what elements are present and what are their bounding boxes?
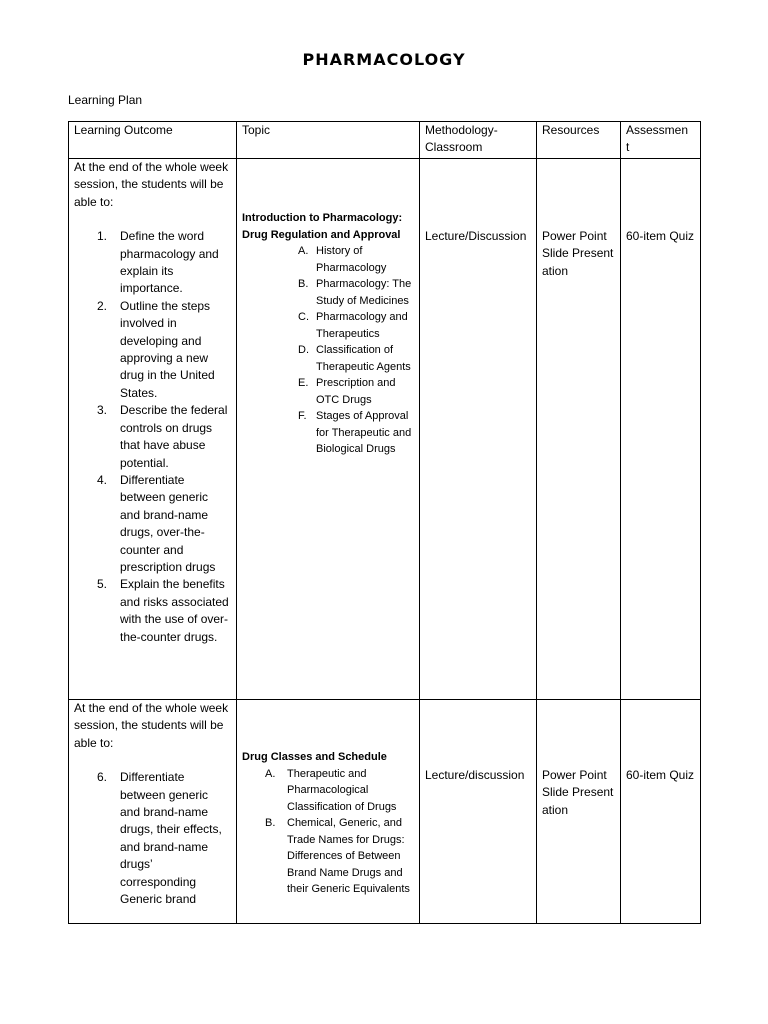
list-item — [265, 815, 414, 898]
topic-letter: F. — [298, 410, 307, 422]
table-row — [69, 159, 701, 700]
list-item — [265, 766, 414, 816]
assessment-text: 60-item Quiz — [626, 768, 695, 782]
topic-list — [242, 766, 414, 898]
topic-text: Stages of Approval for Therapeutic and Biological Drugs — [316, 410, 412, 455]
document-title: PHARMACOLOGY — [302, 50, 466, 69]
outcome-list — [74, 228, 231, 646]
list-item — [74, 576, 231, 646]
outcome-list — [74, 769, 231, 908]
header-assessment — [621, 122, 701, 159]
topic-text: Pharmacology: The Study of Medicines — [316, 278, 412, 307]
outcome-number: 1. — [97, 229, 108, 244]
outcome-number: 6. — [97, 770, 108, 785]
methodology-text: Lecture/Discussion — [425, 229, 527, 243]
header-resources: Resources — [537, 122, 621, 159]
topic-letter: A. — [298, 245, 309, 257]
list-item — [298, 408, 414, 458]
resources-cell — [537, 700, 621, 924]
topic-text: Pharmacology and Therapeutics — [316, 311, 408, 340]
learning-outcome-cell — [69, 159, 237, 700]
list-item — [74, 472, 231, 576]
list-item — [298, 309, 414, 342]
list-item — [74, 769, 231, 908]
header-methodology-label: Methodology- Classroom — [425, 123, 498, 155]
header-methodology — [420, 122, 537, 159]
header-topic: Topic — [237, 122, 420, 159]
topic-title: Drug Classes and Schedule — [242, 751, 387, 763]
outcome-number: 5. — [97, 577, 108, 592]
outcome-text: Describe the federal controls on drugs that have abuse potential. — [120, 403, 228, 470]
outcome-text: Differentiate between generic and brand-name drugs, over-the-counter and prescription drugs — [120, 472, 216, 574]
resources-cell — [537, 159, 621, 700]
topic-letter: C. — [298, 311, 309, 323]
outcome-text: Differentiate between generic and brand-name drugs, their effects, and brand-name drugs’ corresponding Generic brand — [120, 770, 222, 907]
topic-text: History of Pharmacology — [316, 245, 387, 274]
list-item — [298, 243, 414, 276]
methodology-cell — [420, 159, 537, 700]
methodology-cell — [420, 700, 537, 924]
list-item — [74, 228, 231, 298]
methodology-text: Lecture/discussion — [425, 768, 525, 782]
outcome-number: 2. — [97, 298, 108, 313]
list-item — [298, 375, 414, 408]
outcome-text: Define the word pharmacology and explain its importance. — [120, 229, 219, 296]
topic-letter: D. — [298, 344, 309, 356]
assessment-text: 60-item Quiz — [626, 229, 695, 243]
topic-cell — [237, 159, 420, 700]
table-header-row — [69, 122, 701, 159]
topic-cell — [237, 700, 420, 924]
list-item — [298, 276, 414, 309]
list-item — [74, 402, 231, 472]
outcome-text: Explain the benefits and risks associated with the use of over-the-counter drugs. — [120, 577, 229, 644]
assessment-cell — [621, 700, 701, 924]
list-item — [74, 298, 231, 402]
resources-text: Power Point Slide Presentation — [542, 768, 614, 817]
learning-outcome-cell — [69, 700, 237, 924]
outcome-number: 4. — [97, 472, 108, 487]
topic-text: Chemical, Generic, and Trade Names for Drugs: Differences of Between Brand Name Drugs and their Generic Equivalents — [287, 817, 410, 895]
outcome-intro: At the end of the whole week session, the students will be able to: — [74, 160, 229, 209]
topic-text: Therapeutic and Pharmacological Classification of Drugs — [287, 767, 397, 813]
topic-title: Introduction to Pharmacology: Drug Regulation and Approval — [242, 212, 403, 241]
resources-text: Power Point Slide Presentation — [542, 229, 614, 278]
header-learning-outcome: Learning Outcome — [69, 122, 237, 159]
table-row — [69, 700, 701, 924]
topic-text: Prescription and OTC Drugs — [316, 377, 396, 406]
topic-letter: B. — [265, 817, 276, 829]
assessment-cell — [621, 159, 701, 700]
topic-letter: A. — [265, 767, 276, 780]
topic-text: Classification of Therapeutic Agents — [316, 344, 411, 373]
outcome-intro: At the end of the whole week session, the students will be able to: — [74, 701, 229, 750]
list-item — [298, 342, 414, 375]
section-subtitle: Learning Plan — [68, 93, 143, 107]
header-assessment-label: Assessmen t — [626, 123, 689, 155]
learning-plan-table — [68, 121, 701, 924]
outcome-text: Outline the steps involved in developing and approving a new drug in the United States. — [120, 298, 215, 400]
topic-list — [242, 243, 414, 458]
topic-letter: B. — [298, 278, 309, 290]
topic-letter: E. — [298, 377, 309, 389]
outcome-number: 3. — [97, 403, 108, 418]
